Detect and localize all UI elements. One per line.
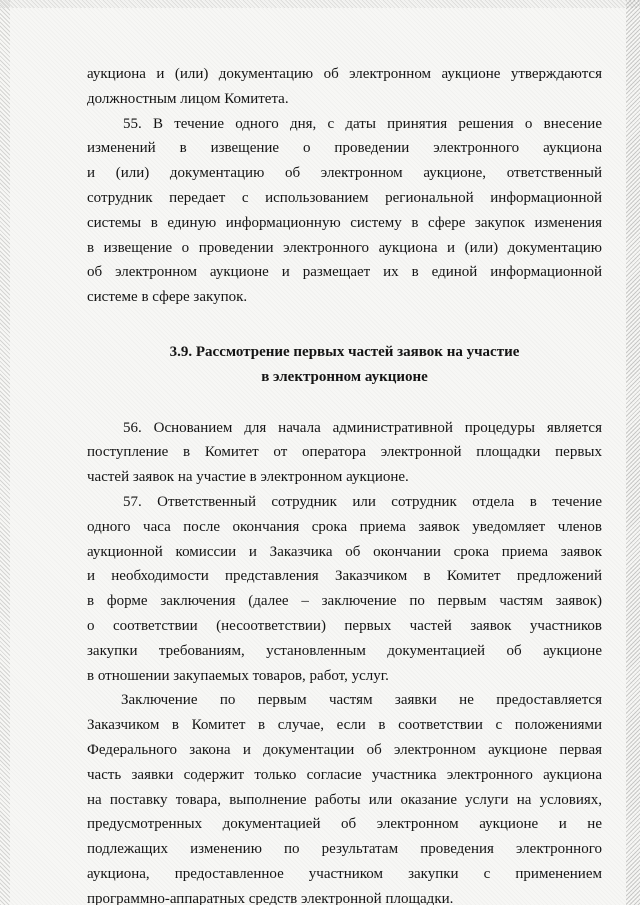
text-line: подлежащих изменению по результатам проведения электронного bbox=[87, 841, 602, 858]
text-line: предусмотренных документацией об электронном аукционе и не bbox=[87, 816, 602, 833]
paragraph-continuation bbox=[87, 62, 602, 112]
document-body bbox=[87, 62, 602, 905]
text-line: системы в единую информационную систему в сфере закупок изменения bbox=[87, 214, 602, 231]
section-heading-line-2: в электронном аукционе bbox=[261, 368, 428, 385]
text-line: поступление в Комитет от оператора электронной площадки первых bbox=[87, 444, 602, 461]
scan-noise-left bbox=[0, 0, 10, 905]
text-line: аукциона и (или) документацию об электронном аукционе утверждаются bbox=[87, 66, 602, 82]
paragraph-point-57 bbox=[87, 490, 602, 688]
text-line: закупки требованиям, установленным документацией об аукционе bbox=[87, 642, 602, 659]
paragraph-closing bbox=[87, 688, 602, 905]
text-line: на поставку товара, выполнение работы или оказание услуги на условиях, bbox=[87, 791, 602, 808]
text-line: системе в сфере закупок. bbox=[87, 289, 248, 306]
text-line: и (или) документацию об электронном аукционе, ответственный bbox=[87, 165, 602, 182]
scan-noise-top bbox=[0, 0, 640, 8]
paragraph-point-55 bbox=[87, 112, 602, 310]
text-line: в отношении закупаемых товаров, работ, услуг. bbox=[87, 667, 389, 684]
text-line: должностным лицом Комитета. bbox=[87, 90, 289, 107]
text-line: часть заявки содержит только согласие участника электронного аукциона bbox=[87, 766, 602, 783]
text-line: аукционной комиссии и Заказчика об окончании срока приема заявок bbox=[87, 543, 602, 560]
text-line: 57. Ответственный сотрудник или сотрудник отдела в течение bbox=[123, 493, 602, 510]
text-line: Заключение по первым частям заявки не предоставляется bbox=[121, 692, 602, 709]
text-line: о соответствии (несоответствии) первых частей заявок участников bbox=[87, 617, 602, 634]
text-line: одного часа после окончания срока приема заявок уведомляет членов bbox=[87, 518, 602, 535]
text-line: программно-аппаратных средств электронной площадки. bbox=[87, 890, 454, 905]
text-line: в форме заключения (далее – заключение по первым частям заявок) bbox=[87, 593, 602, 610]
paragraph-point-56 bbox=[87, 416, 602, 490]
text-line: и необходимости представления Заказчиком в Комитет предложений bbox=[87, 568, 602, 585]
section-heading-line-1: 3.9. Рассмотрение первых частей заявок на участие bbox=[169, 343, 520, 360]
text-line: изменений в извещение о проведении электронного аукциона bbox=[87, 140, 602, 157]
section-heading bbox=[87, 340, 602, 390]
text-line: об электронном аукционе и размещает их в единой информационной bbox=[87, 264, 602, 281]
scan-noise-right bbox=[626, 0, 640, 905]
text-line: Федерального закона и документации об электронном аукционе первая bbox=[87, 741, 602, 758]
text-line: сотрудник передает с использованием региональной информационной bbox=[87, 189, 602, 206]
text-line: частей заявок на участие в электронном аукционе. bbox=[87, 469, 409, 486]
text-line: в извещение о проведении электронного аукциона и (или) документацию bbox=[87, 239, 602, 256]
text-line: Заказчиком в Комитет в случае, если в соответствии с положениями bbox=[87, 717, 602, 734]
text-line: аукциона, предоставленное участником закупки с применением bbox=[87, 865, 602, 882]
text-line: 55. В течение одного дня, с даты принятия решения о внесение bbox=[123, 115, 602, 132]
text-line: 56. Основанием для начала административной процедуры является bbox=[123, 419, 602, 436]
